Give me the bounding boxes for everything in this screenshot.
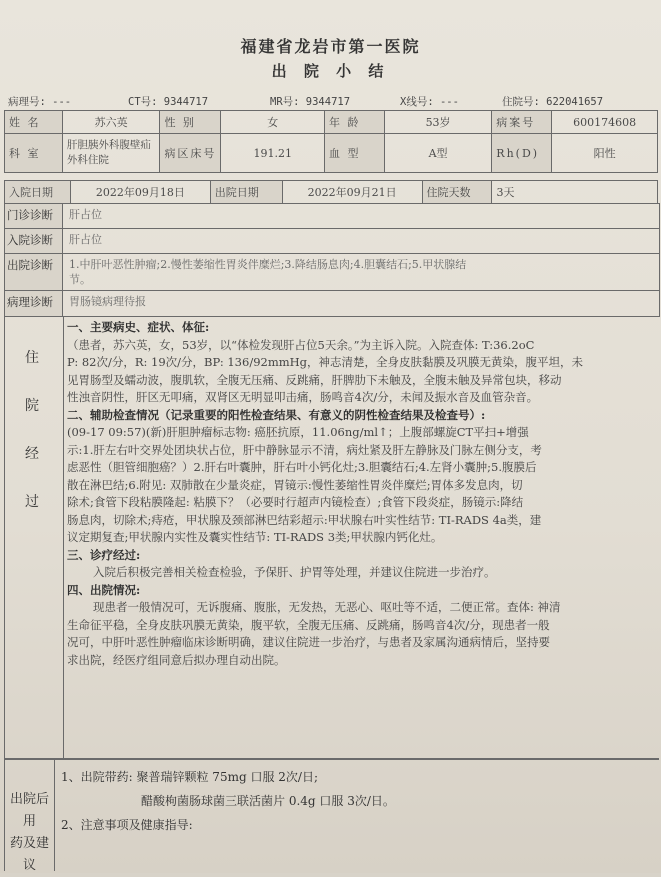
sex-label: 性 别 bbox=[160, 111, 221, 134]
stay-days: 3天 bbox=[492, 181, 658, 204]
name-label: 姓 名 bbox=[5, 111, 63, 134]
history-line: 性浊音阴性，肝区无叩痛，双肾区无明显叩击痛，肠鸣音4次/分，未闻及振水音及血管杂音。 bbox=[67, 390, 539, 404]
course-char-3: 经 bbox=[25, 446, 39, 462]
admission-diagnosis: 肝占位 bbox=[69, 233, 102, 246]
exam-line: 散在淋巴结;6.附见: 双肺散在少量炎症，胃镜示:慢性萎缩性胃炎伴糜烂;胃体多发息肉，切 bbox=[67, 477, 523, 492]
treatment-line: 入院后积极完善相关检查检验，予保肝、护胃等处理，并建议住院进一步治疗。 bbox=[93, 565, 496, 579]
patient-name: 苏六英 bbox=[62, 111, 160, 134]
history-line: （患者，苏六英，女，53岁，以“体检发现肝占位5天余。”为主诉入院。入院查体: T:36.2oC bbox=[67, 337, 535, 352]
ward-bed: 191.21 bbox=[221, 134, 325, 173]
ct-number: CT号: 9344717 bbox=[128, 96, 209, 108]
xray-number: X线号: --- bbox=[400, 96, 459, 108]
health-guidance-heading: 2、注意事项及健康指导: bbox=[61, 818, 193, 832]
course-char-4: 过 bbox=[25, 494, 39, 510]
treatment-heading: 三、诊疗经过: bbox=[67, 547, 141, 562]
discharge-date: 2022年09月21日 bbox=[282, 181, 422, 204]
blood-type: A型 bbox=[384, 134, 491, 173]
case-number-label: 病案号 bbox=[492, 111, 552, 134]
pathology-diagnosis-label: 病理诊断 bbox=[5, 291, 63, 316]
discharge-diagnosis-row bbox=[4, 253, 660, 291]
discharge-diagnosis-line-1: 1.中肝叶恶性肿瘤;2.慢性萎缩性胃炎伴糜烂;3.降结肠息肉;4.胆囊结石;5.甲状腺结 bbox=[69, 258, 467, 271]
history-line: P: 82次/分，R: 19次/分，BP: 136/92mmHg，神志清楚，全身皮肤黏膜及巩膜无黄染，腹平坦，未 bbox=[67, 355, 584, 369]
case-number: 600174608 bbox=[552, 111, 658, 134]
admission-diagnosis-row bbox=[4, 228, 660, 254]
rh-value: 阳性 bbox=[552, 134, 658, 173]
outpatient-diagnosis-row bbox=[4, 203, 660, 229]
pathology-diagnosis: 胃肠镜病理待报 bbox=[69, 295, 146, 308]
exam-line: 议定期复查;甲状腺内实性及囊实性结节: TI-RADS 3类;甲状腺内钙化灶。 bbox=[67, 530, 443, 544]
document-title: 出 院 小 结 bbox=[271, 62, 390, 80]
blood-type-label: 血 型 bbox=[325, 134, 385, 173]
exam-heading: 二、辅助检查情况（记录重要的阳性检查结果、有意义的阴性检查结果及检查号）: bbox=[67, 407, 486, 422]
pathology-diagnosis-row bbox=[4, 290, 660, 317]
outpatient-diagnosis-label: 门诊诊断 bbox=[5, 204, 63, 228]
discharge-status-line: 求出院，经医疗组同意后拟办理自动出院。 bbox=[67, 652, 286, 667]
hospital-course-label bbox=[5, 317, 64, 759]
age-label: 年 龄 bbox=[325, 111, 385, 134]
outpatient-diagnosis: 肝占位 bbox=[69, 208, 102, 221]
course-char-2: 院 bbox=[25, 398, 39, 414]
department-label: 科 室 bbox=[5, 134, 63, 173]
discharge-medication-label-line-2: 药及建议 bbox=[9, 836, 49, 873]
exam-line: 除术;食管下段粘膜隆起: 粘膜下？（必要时行超声内镜检查）;食管下段炎症，肠镜示:降结 bbox=[67, 495, 524, 509]
patient-sex: 女 bbox=[221, 111, 325, 134]
course-char-1: 住 bbox=[25, 350, 39, 366]
discharge-status-heading: 四、出院情况: bbox=[67, 582, 141, 597]
discharge-status-line: 现患者一般情况可，无诉腹痛、腹胀，无发热，无恶心、呕吐等不适，二便正常。查体: 神清 bbox=[93, 600, 561, 614]
mr-number: MR号: 9344717 bbox=[270, 96, 351, 108]
patient-age: 53岁 bbox=[384, 111, 491, 134]
exam-line: 肠息肉，切除术;痔疮，甲状腺及颈部淋巴结彩超示:甲状腺右叶实性结节: TI-RADS 4a类，建 bbox=[67, 512, 542, 527]
discharge-medication-section bbox=[4, 758, 659, 871]
hospital-name: 福建省龙岩市第一医院 bbox=[240, 37, 421, 56]
exam-line: 虑恶性（胆管细胞癌？）2.肝右叶囊肿，肝右叶小钙化灶;3.胆囊结石;4.左肾小囊肿;5.腹膜后 bbox=[67, 460, 537, 474]
pathology-number: 病理号: --- bbox=[8, 96, 72, 108]
medication-line-2: 醋酸枸菌肠球菌三联活菌片 0.4g 口服 3次/日。 bbox=[141, 794, 395, 808]
discharge-status-line: 况可，中肝叶恶性肿瘤临床诊断明确，建议住院进一步治疗，与患者及家属沟通病情后，坚持要 bbox=[67, 635, 550, 649]
discharge-medication-label bbox=[5, 759, 55, 871]
discharge-medication-content bbox=[61, 765, 395, 837]
discharge-status-line: 生命征平稳，全身皮肤巩膜无黄染，腹平软，全腹无压痛、反跳痛，肠鸣音4次/分，现患者一般 bbox=[67, 617, 550, 632]
department: 肝胆胰外科腹壁疝外科住院 bbox=[62, 134, 160, 173]
admission-date-label: 入院日期 bbox=[5, 181, 71, 204]
discharge-diagnosis-label: 出院诊断 bbox=[5, 254, 63, 290]
discharge-date-label: 出院日期 bbox=[210, 181, 282, 204]
ward-bed-label: 病区床号 bbox=[160, 134, 221, 173]
discharge-diagnosis bbox=[69, 257, 655, 287]
rh-label: Rh(D) bbox=[492, 134, 552, 173]
hospital-course-content bbox=[67, 319, 661, 669]
exam-line: 示:1.肝左右叶交界处团块状占位，肝中静脉显示不清，病灶紧及肝左静脉及门脉左侧分支，考 bbox=[67, 442, 542, 457]
discharge-diagnosis-line-2: 节。 bbox=[69, 273, 91, 286]
admission-diagnosis-label: 入院诊断 bbox=[5, 229, 63, 253]
patient-info-table bbox=[4, 110, 658, 173]
exam-line: (09-17 09:57)(新)肝胆肿瘤标志物: 癌胚抗原，11.06ng/ml↑；上腹部螺旋CT平扫+增强 bbox=[67, 425, 529, 439]
stay-days-label: 住院天数 bbox=[422, 181, 492, 204]
medication-line-1: 1、出院带药: 聚普瑞锌颗粒 75mg 口服 2次/日; bbox=[61, 770, 318, 784]
history-heading: 一、主要病史、症状、体征: bbox=[67, 320, 210, 334]
history-line: 见胃肠型及蠕动波，腹肌软，全腹无压痛、反跳痛，肝脾肋下未触及，全腹未触及异常包块，移动 bbox=[67, 372, 562, 387]
admission-number: 住院号: 622041657 bbox=[502, 96, 604, 108]
admission-date: 2022年09月18日 bbox=[70, 181, 210, 204]
discharge-medication-label-line-1: 出院后用 bbox=[9, 792, 49, 829]
hospital-course-section bbox=[4, 316, 659, 760]
dates-table bbox=[4, 180, 658, 204]
